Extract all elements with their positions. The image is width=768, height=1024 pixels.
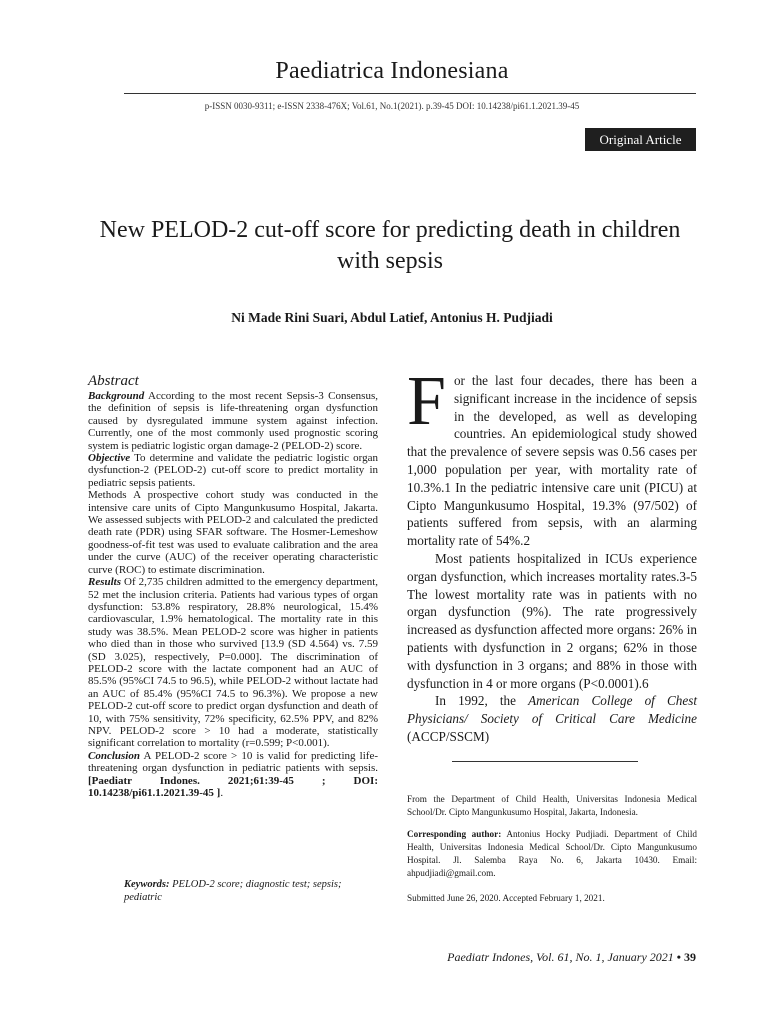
- header-rule: [124, 93, 696, 94]
- abstract-section: [88, 373, 378, 799]
- abstract-citation: [Paediatr Indones. 2021;61:39-45 ; DOI: 10.14238/pi61.1.2021.39-45 ]: [88, 774, 378, 799]
- abstract-results: [88, 576, 378, 750]
- objective-text: To determine and validate the pediatric logistic organ dysfunction-2 (PELOD-2) cut-off score to predict mortality in pediatric sepsis patients.: [88, 452, 378, 489]
- corresponding-author-note: [407, 828, 697, 880]
- p3-end: (ACCP/SSCM): [407, 728, 490, 744]
- corr-label: Corresponding author:: [407, 829, 502, 839]
- p3-society: American College of Chest Physicians/ Society of Critical Care Medicine: [407, 693, 697, 727]
- author-list: Ni Made Rini Suari, Abdul Latief, Antonius H. Pudjiadi: [231, 310, 553, 325]
- body-paragraph-1: or the last four decades, there has been a significant increase in the incidence of sepsis in the developed, as well as developing countries. An epidemiological study showed that the prevalence of severe sepsis was 0.56 cases per 1,000 population per year, with mortality rate of 10.3%.1 In the pediatric intensive care unit (PICU) at Cipto Mangunkusumo Hospital, 19.3% (97/502) of patients suffered from sepsis, with an alarming mortality rate of 54%.2: [407, 373, 697, 549]
- abstract-conclusion: [88, 750, 378, 800]
- background-label: Background: [88, 390, 145, 402]
- article-title: New PELOD-2 cut-off score for predicting death in children with sepsis: [99, 217, 681, 274]
- keywords-text: PELOD-2 score; diagnostic test; sepsis; pediatric: [124, 879, 342, 903]
- objective-label: Objective: [88, 452, 131, 465]
- footer-citation: Paediatr Indones, Vol. 61, No. 1, January 2021: [447, 950, 674, 964]
- results-text: Of 2,735 children admitted to the emergency department, 52 met the inclusion criteria. Patients had various types of organ dysfunction: 53.8% respiratory, 28.8% neurological, 15.4% cardiovascular, 1.9% hematological. The mortality rate in this study was 38.5%. Mean PELOD-2 score was higher in patients who died than in those who survived [13.9 (SD 4.564) vs. 7.59 (SD 3.025), respectively, P=0.000]. The discrimination of PELOD-2 score with the lactate component had an AUC of 85.5% (95%CI 74.5 to 96.5), while PELOD-2 without lactate had an AUC of 85.4% (95%CI 74.5 to 96.3%). We propose a new PELOD-2 cut-off score to predict organ dysfunction and death of 10, with 75% sensitivity, 72% specificity, 62.5% PPV, and 82% NPV. PELOD-2 score > 10 had a moderate, statistically significant correlation to mortality (r=0.599; P<0.001).: [88, 576, 378, 750]
- results-label: Results: [88, 576, 122, 589]
- p3-start: In 1992, the: [435, 693, 529, 709]
- footnote-rule: [452, 761, 638, 762]
- footer-separator: •: [673, 950, 684, 964]
- keywords-label: Keywords:: [124, 879, 170, 890]
- body-paragraph-2: Most patients hospitalized in ICUs experience organ dysfunction, which increases mortality rates.3-5 The lowest mortality rate was in patients with no organ dysfunction (9%). The rate progressively increased as dysfunction affected more organs: 26% in patients with dysfunction in 2 organs; 62% in those with dysfunction in 3 organs; and 88% in those with dysfunction in 4 or more organs (P<0.0001).6: [407, 550, 697, 691]
- abstract-objective: [88, 452, 378, 489]
- page-number: 39: [684, 950, 696, 964]
- page-footer: [400, 950, 696, 965]
- drop-cap: F: [407, 363, 446, 440]
- issn-line: p-ISSN 0030-9311; e-ISSN 2338-476X; Vol.61, No.1(2021). p.39-45 DOI: 10.14238/pi61.1.2021.39-45: [204, 101, 580, 111]
- body-text: [407, 363, 697, 746]
- article-type-badge: Original Article: [585, 128, 696, 151]
- abstract-background: [88, 390, 378, 452]
- affiliation-note: From the Department of Child Health, Universitas Indonesia Medical School/Dr. Cipto Mangunkusumo Hospital, Jakarta, Indonesia.: [407, 794, 697, 817]
- conclusion-text: A PELOD-2 score > 10 is valid for predicting life-threatening organ dysfunction in pediatric patients with sepsis.: [88, 749, 378, 775]
- journal-title: Paediatrica Indonesiana: [275, 58, 509, 84]
- conclusion-label: Conclusion: [88, 749, 140, 762]
- citation-end: .: [220, 787, 224, 799]
- submission-dates: Submitted June 26, 2020. Accepted February 1, 2021.: [407, 893, 605, 903]
- keywords: [124, 878, 364, 904]
- body-paragraph-3: [407, 692, 697, 745]
- abstract-heading: Abstract: [88, 373, 139, 389]
- background-text: According to the most recent Sepsis-3 Consensus, the definition of sepsis is life-threatening organ dysfunction caused by dysregulated immune system against infection. Currently, one of the most commonly used prognostic scoring system is pediatric logistic organ damage-2 (PELOD-2) score.: [88, 390, 378, 452]
- corr-text: Antonius Hocky Pudjiadi. Department of Child Health, Universitas Indonesia Medical School/Dr. Cipto Mangunkusumo Hospital. Jl. Salemba Raya No. 6, Jakarta 10430. Email: ahpudjiadi@gmail.com.: [407, 829, 697, 878]
- abstract-methods: Methods A prospective cohort study was conducted in the intensive care units of Cipto Mangunkusumo Hospital, Jakarta. We assessed subjects with PELOD-2 and calculated the predicted death rate (PDR) using SFAR software. The Hosmer-Lemeshow goodness-of-fit test was used to evaluate calibration and the area under the curve (AUC) of the receiver operating characteristic curve (ROC) to estimate discrimination.: [88, 489, 378, 576]
